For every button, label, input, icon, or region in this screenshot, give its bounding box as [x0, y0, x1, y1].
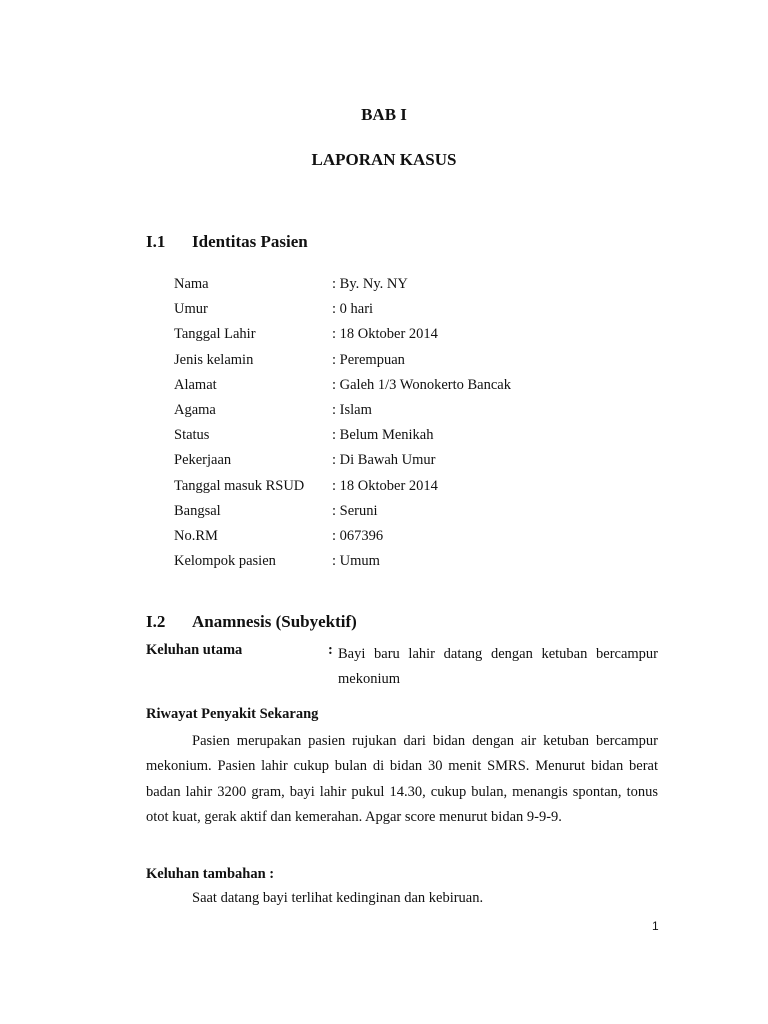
identity-label: Bangsal — [174, 502, 221, 519]
additional-complaint-paragraph: Saat datang bayi terlihat kedinginan dan kebiruan. — [192, 890, 484, 906]
section-number: I.1 — [146, 232, 166, 251]
identity-label: Jenis kelamin — [174, 351, 254, 368]
identity-row — [174, 549, 654, 574]
patient-identity-table — [174, 272, 654, 574]
identity-label: Agama — [174, 402, 216, 419]
chief-complaint-text: Bayi baru lahir datang dengan ketuban bercampur mekonium — [338, 646, 658, 687]
identity-value: : 18 Oktober 2014 — [332, 326, 438, 343]
identity-value: : Islam — [332, 402, 372, 419]
identity-row — [174, 524, 654, 549]
chapter-number: BAB I — [361, 105, 407, 124]
identity-row — [174, 297, 654, 322]
identity-value: : Galeh 1/3 Wonokerto Bancak — [332, 376, 511, 393]
identity-label: Kelompok pasien — [174, 553, 276, 570]
identity-label: Status — [174, 427, 210, 444]
identity-value: : By. Ny. NY — [332, 276, 408, 293]
identity-row — [174, 373, 654, 398]
section-heading-identity — [146, 232, 308, 252]
identity-row — [174, 474, 654, 499]
identity-row — [174, 272, 654, 297]
section-heading-anamnesis — [146, 612, 357, 632]
identity-label: Alamat — [174, 376, 217, 393]
identity-label: Umur — [174, 301, 208, 318]
identity-value: : Belum Menikah — [332, 427, 434, 444]
page-number: 1 — [652, 919, 659, 933]
identity-label: Pekerjaan — [174, 452, 232, 469]
chief-complaint-colon: : — [328, 642, 333, 658]
section-number: I.2 — [146, 612, 166, 631]
identity-row — [174, 423, 654, 448]
identity-value: : Di Bawah Umur — [332, 452, 436, 469]
section-title: Identitas Pasien — [192, 232, 308, 251]
identity-label: Tanggal Lahir — [174, 326, 256, 343]
current-history-heading: Riwayat Penyakit Sekarang — [146, 706, 319, 722]
identity-label: Nama — [174, 276, 209, 293]
identity-label: No.RM — [174, 527, 218, 544]
identity-value: : Seruni — [332, 502, 378, 519]
identity-row — [174, 398, 654, 423]
current-history-paragraph: Pasien merupakan pasien rujukan dari bidan dengan air ketuban bercampur mekonium. Pasien lahir cukup bulan di bidan 30 menit SMRS. Menurut bidan berat badan lahir 3200 gram, bayi lahir pukul 14.30, cukup bulan, menangis spontan, tonus otot kuat, gerak aktif dan kemerahan. Apgar score menurut bidan 9-9-9. — [146, 733, 658, 826]
identity-value: : 18 Oktober 2014 — [332, 477, 438, 494]
identity-value: : 0 hari — [332, 301, 374, 318]
section-title: Anamnesis (Subyektif) — [192, 612, 357, 631]
identity-row — [174, 348, 654, 373]
identity-row — [174, 322, 654, 347]
identity-value: : 067396 — [332, 527, 384, 544]
identity-row — [174, 448, 654, 473]
identity-label: Tanggal masuk RSUD — [174, 477, 305, 494]
identity-value: : Umum — [332, 553, 380, 570]
additional-complaint-heading: Keluhan tambahan : — [146, 866, 275, 882]
identity-row — [174, 499, 654, 524]
chief-complaint-label: Keluhan utama — [146, 642, 243, 658]
identity-value: : Perempuan — [332, 351, 405, 368]
chapter-title: LAPORAN KASUS — [311, 150, 457, 169]
